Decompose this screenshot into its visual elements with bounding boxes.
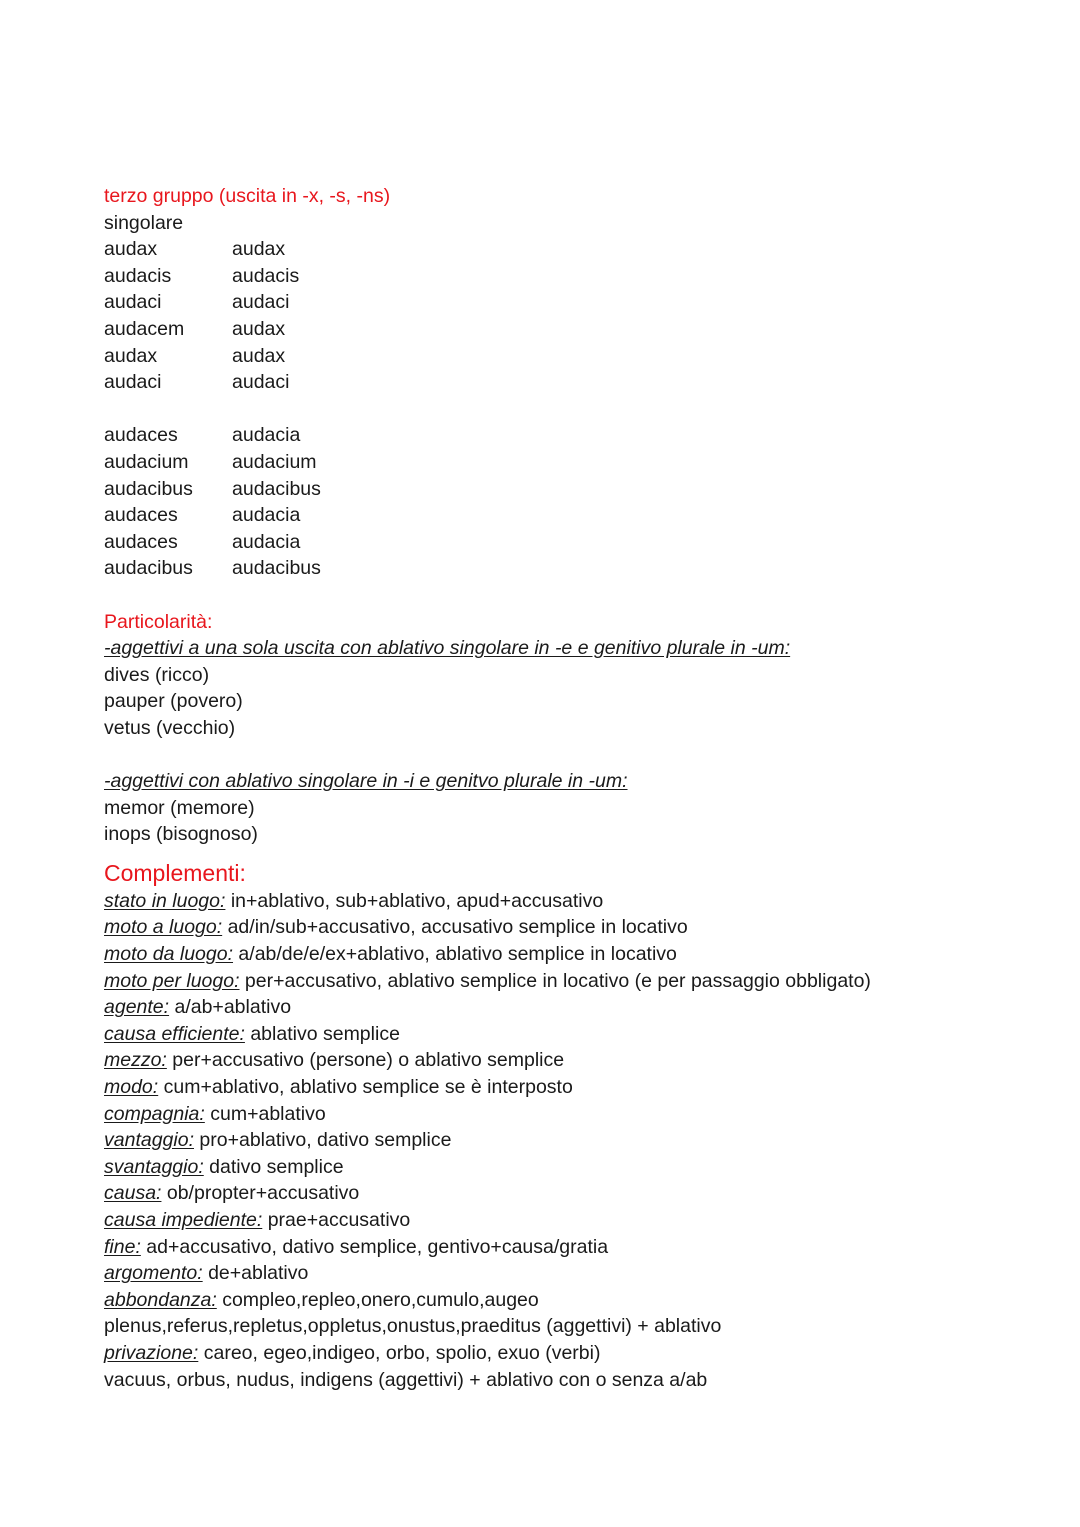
definition: prae+accusativo (262, 1208, 411, 1231)
definition: ad/in/sub+accusativo, accusativo semplice in locativo (222, 916, 688, 939)
definition: compleo,repleo,onero,cumulo,augeo (216, 1288, 539, 1311)
table-cell: audaci (104, 371, 162, 394)
table-row (104, 449, 1004, 476)
list-item (104, 1180, 1004, 1207)
term: causa impediente: (104, 1208, 263, 1231)
table-cell: audaci (232, 291, 290, 314)
definition: pro+ablativo, dativo semplice (194, 1129, 452, 1152)
table-cell: audacium (104, 450, 189, 473)
definition: vacuus, orbus, nudus, indigens (aggettivi) + ablativo con o senza a/ab (104, 1368, 708, 1391)
table-cell: audaci (232, 371, 290, 394)
term: causa: (104, 1182, 162, 1205)
table-cell: audax (232, 238, 286, 261)
term: causa efficiente: (104, 1022, 245, 1045)
list-item: pauper (povero) (104, 690, 243, 713)
definition: a/ab/de/e/ex+ablativo, ablativo semplice in locativo (233, 943, 677, 966)
table-cell: audax (232, 317, 286, 340)
definition: cum+ablativo, ablativo semplice se è interposto (158, 1076, 573, 1098)
table-row (104, 422, 1004, 449)
particolarita-title: Particolarità: (104, 610, 213, 633)
list-item (104, 1260, 1004, 1287)
table-cell: audacibus (104, 477, 193, 500)
spacer (104, 396, 1004, 423)
list-item: memor (memore) (104, 796, 255, 819)
list-item (104, 994, 1004, 1021)
spacer (104, 582, 1004, 609)
table-row (104, 289, 1004, 316)
table-row (104, 263, 1004, 290)
list-item (104, 888, 1004, 915)
definition: dativo semplice (203, 1155, 344, 1178)
group-title: terzo gruppo (uscita in -x, -s, -ns) (104, 185, 391, 207)
table-row (104, 555, 1004, 582)
term: argomento: (104, 1262, 203, 1285)
table-row (104, 476, 1004, 503)
plural-table (104, 422, 1004, 582)
definition: a/ab+ablativo (169, 996, 292, 1019)
table-cell: audacia (232, 504, 301, 527)
term: stato in luogo: (104, 889, 226, 912)
term: moto per luogo: (104, 969, 240, 992)
list-item (104, 1367, 1004, 1394)
spacer (104, 741, 1004, 768)
list-item (104, 1074, 1004, 1101)
term: fine: (104, 1235, 141, 1258)
list-item (104, 914, 1004, 941)
table-cell: audacibus (232, 477, 321, 500)
definition: de+ablativo (202, 1262, 309, 1285)
table-row (104, 502, 1004, 529)
definition: ob/propter+accusativo (161, 1182, 360, 1205)
definition: in+ablativo, sub+ablativo, apud+accusativo (225, 889, 604, 912)
complementi-title: Complementi: (104, 859, 246, 886)
table-row (104, 343, 1004, 370)
table-cell: audacia (232, 424, 301, 447)
definition: ad+accusativo, dativo semplice, gentivo+causa/gratia (140, 1235, 609, 1258)
table-cell: audaces (104, 504, 178, 527)
list-item (104, 1047, 1004, 1074)
term: compagnia: (104, 1102, 205, 1125)
list-item (104, 1313, 1004, 1340)
table-cell: audax (104, 238, 158, 261)
list-item (104, 968, 1004, 995)
table-cell: audax (232, 344, 286, 367)
list-item (104, 1207, 1004, 1234)
table-cell: audaci (104, 291, 162, 314)
list-item: dives (ricco) (104, 663, 210, 686)
list-item (104, 941, 1004, 968)
table-cell: audacium (232, 450, 317, 473)
rule-heading: -aggettivi a una sola uscita con ablativo singolare in -e e genitivo plurale in -um: (104, 637, 791, 660)
term: privazione: (104, 1341, 199, 1364)
table-row (104, 529, 1004, 556)
table-cell: audaces (104, 530, 178, 553)
table-cell: audacibus (104, 557, 193, 580)
definition: plenus,referus,repletus,oppletus,onustus,praeditus (aggettivi) + ablativo (104, 1315, 722, 1338)
list-item: vetus (vecchio) (104, 716, 236, 739)
list-item: inops (bisognoso) (104, 823, 258, 846)
list-item (104, 1234, 1004, 1261)
list-item (104, 1340, 1004, 1367)
term: vantaggio: (104, 1129, 194, 1152)
singular-table (104, 236, 1004, 396)
singular-label: singolare (104, 211, 184, 234)
term: modo: (104, 1076, 159, 1098)
complementi-list (104, 888, 1004, 1393)
table-cell: audacis (232, 264, 300, 287)
definition: per+accusativo, ablativo semplice in locativo (e per passaggio obbligato) (239, 969, 871, 992)
definition: per+accusativo (persone) o ablativo semplice (166, 1049, 565, 1072)
table-cell: audax (104, 344, 158, 367)
table-row (104, 236, 1004, 263)
table-row (104, 316, 1004, 343)
definition: cum+ablativo (204, 1102, 326, 1125)
definition: careo, egeo,indigeo, orbo, spolio, exuo (verbi) (198, 1341, 601, 1364)
table-cell: audacem (104, 317, 185, 340)
definition: ablativo semplice (244, 1022, 400, 1045)
term: mezzo: (104, 1049, 167, 1072)
table-cell: audacis (104, 264, 172, 287)
list-item (104, 1101, 1004, 1128)
term: svantaggio: (104, 1155, 204, 1178)
list-item (104, 1127, 1004, 1154)
table-cell: audaces (104, 424, 178, 447)
term: moto a luogo: (104, 916, 223, 939)
table-row (104, 369, 1004, 396)
term: abbondanza: (104, 1288, 217, 1311)
document-page (104, 183, 1004, 1393)
list-item (104, 1287, 1004, 1314)
list-item (104, 1154, 1004, 1181)
table-cell: audacia (232, 530, 301, 553)
term: agente: (104, 996, 170, 1019)
list-item (104, 1021, 1004, 1048)
rule-heading: -aggettivi con ablativo singolare in -i e genitvo plurale in -um: (104, 770, 628, 793)
term: moto da luogo: (104, 943, 234, 966)
table-cell: audacibus (232, 557, 321, 580)
